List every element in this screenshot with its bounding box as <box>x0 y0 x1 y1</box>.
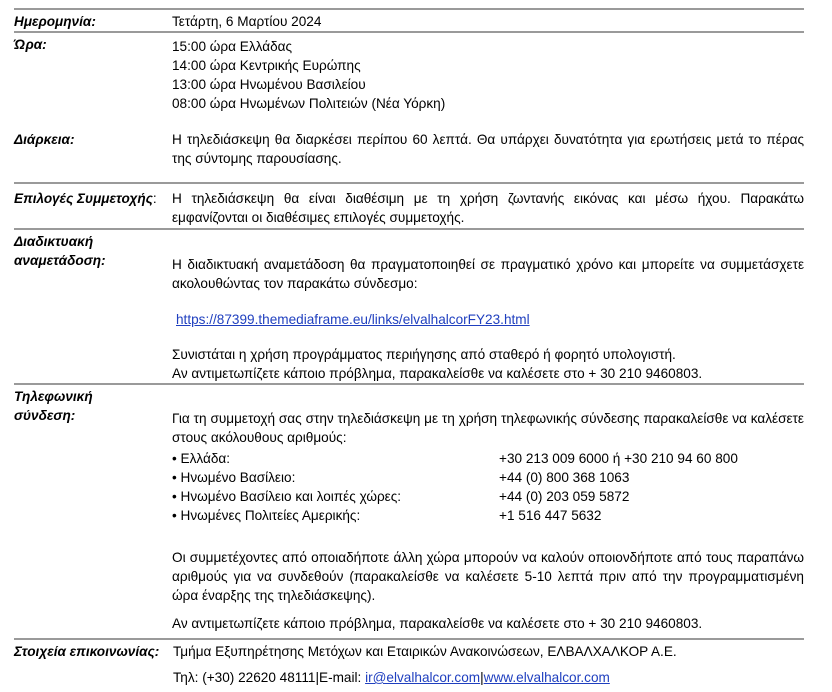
webcast-label-line2: αναμετάδοση: <box>14 253 106 268</box>
webcast-row <box>14 228 804 386</box>
phone-number: +44 (0) 203 059 5872 <box>499 489 630 504</box>
options-label <box>14 189 157 208</box>
phone-numbers <box>172 449 804 525</box>
phone-number: +30 213 009 6000 ή +30 210 94 60 800 <box>499 451 738 466</box>
time-uk: 13:00 ώρα Ηνωμένου Βασιλείου <box>172 77 366 92</box>
time-usa: 08:00 ώρα Ηνωμένων Πολιτειών (Νέα Υόρκη) <box>172 96 446 111</box>
webcast-label-line1: Διαδικτυακή <box>14 234 94 249</box>
duration-row <box>14 123 804 175</box>
phone-number-usa <box>172 506 804 525</box>
duration-text: Η τηλεδιάσκεψη θα διαρκέσει περίπου 60 λεπτά. Θα υπάρχει δυνατότητα για ερωτήσεις μετά το πέρας της σύντομης παρουσίασης. <box>172 132 804 166</box>
webcast-link[interactable]: https://87399.themediaframe.eu/links/elvalhalcorFY23.html <box>176 312 530 327</box>
phone-number-uk-other <box>172 487 804 506</box>
phone-country: • Ελλάδα: <box>172 451 231 466</box>
contact-tel: Τηλ: (+30) 22620 48111 <box>173 670 316 685</box>
date-label: Ημερομηνία: <box>14 14 96 29</box>
phone-row <box>14 383 804 639</box>
options-label-colon: : <box>152 191 157 206</box>
phone-other-countries: Οι συμμετέχοντες από οποιαδήποτε άλλη χώρα μπορούν να καλούν οποιονδήποτε από τους παραπάνω αριθμούς για να συνδεθούν (παρακαλείσθε να καλέσετε 5-10 λεπτά πριν από την προγραμματισμένη ώρα έναρξης της τηλεδιάσκεψης). <box>172 550 804 603</box>
options-row <box>14 182 804 227</box>
time-row <box>14 31 804 125</box>
time-label: Ώρα: <box>14 37 47 52</box>
time-values <box>172 37 804 113</box>
contact-separator: | <box>315 670 319 685</box>
phone-country: • Ηνωμένο Βασίλειο: <box>172 470 296 485</box>
contact-website-link[interactable]: www.elvalhalcor.com <box>483 670 610 685</box>
phone-number: +1 516 447 5632 <box>499 508 602 523</box>
contact-line1: Τμήμα Εξυπηρέτησης Μετόχων και Εταιρικών Ανακοινώσεων, ΕΛΒΑΛΧΑΛΚΟΡ Α.Ε. <box>173 644 677 659</box>
contact-label: Στοιχεία επικοινωνίας: <box>14 644 160 659</box>
contact-line2 <box>173 668 804 687</box>
options-text: Η τηλεδιάσκεψη θα είναι διαθέσιμη με τη χρήση ζωντανής εικόνας και μέσω ήχου. Παρακάτω εμφανίζονται οι διαθέσιμες επιλογές συμμετοχής. <box>172 191 804 225</box>
phone-number-greece <box>172 449 804 468</box>
phone-problem: Αν αντιμετωπίζετε κάποιο πρόβλημα, παρακαλείσθε να καλέσετε στο + 30 210 9460803. <box>172 616 703 631</box>
phone-number: +44 (0) 800 368 1063 <box>499 470 630 485</box>
date-value: Τετάρτη, 6 Μαρτίου 2024 <box>172 14 322 29</box>
phone-label-line1: Τηλεφωνική <box>14 389 93 404</box>
webcast-link-wrap <box>176 310 804 329</box>
time-greece: 15:00 ώρα Ελλάδας <box>172 39 293 54</box>
phone-label <box>14 387 93 425</box>
date-row <box>14 8 804 32</box>
webcast-label <box>14 232 106 270</box>
webcast-note-problem: Αν αντιμετωπίζετε κάποιο πρόβλημα, παρακαλείσθε να καλέσετε στο + 30 210 9460803. <box>172 366 703 381</box>
duration-label: Διάρκεια: <box>14 132 75 147</box>
phone-number-uk <box>172 468 804 487</box>
webcast-note-browser: Συνιστάται η χρήση προγράμματος περιήγησης από σταθερό ή φορητό υπολογιστή. <box>172 347 676 362</box>
phone-label-line2: σύνδεση: <box>14 408 76 423</box>
contact-email-link[interactable]: ir@elvalhalcor.com <box>365 670 481 685</box>
time-central-europe: 14:00 ώρα Κεντρικής Ευρώπης <box>172 58 361 73</box>
webcast-notes <box>172 345 804 383</box>
webcast-text: Η διαδικτυακή αναμετάδοση θα πραγματοποιηθεί σε πραγματικό χρόνο και μπορείτε να συμμετάσχετε ακολουθώντας τον παρακάτω σύνδεσμο: <box>172 257 804 291</box>
phone-intro: Για τη συμμετοχή σας στην τηλεδιάσκεψη με τη χρήση τηλεφωνικής σύνδεσης παρακαλείσθε να καλέσετε στους ακόλουθους αριθμούς: <box>172 411 804 445</box>
options-label-text: Επιλογές Συμμετοχής <box>14 191 153 206</box>
contact-row <box>14 638 804 690</box>
contact-separator: | <box>480 670 484 685</box>
phone-country: • Ηνωμένες Πολιτείες Αμερικής: <box>172 508 361 523</box>
phone-country: • Ηνωμένο Βασίλειο και λοιπές χώρες: <box>172 489 402 504</box>
contact-email-prefix: E-mail: <box>319 670 366 685</box>
